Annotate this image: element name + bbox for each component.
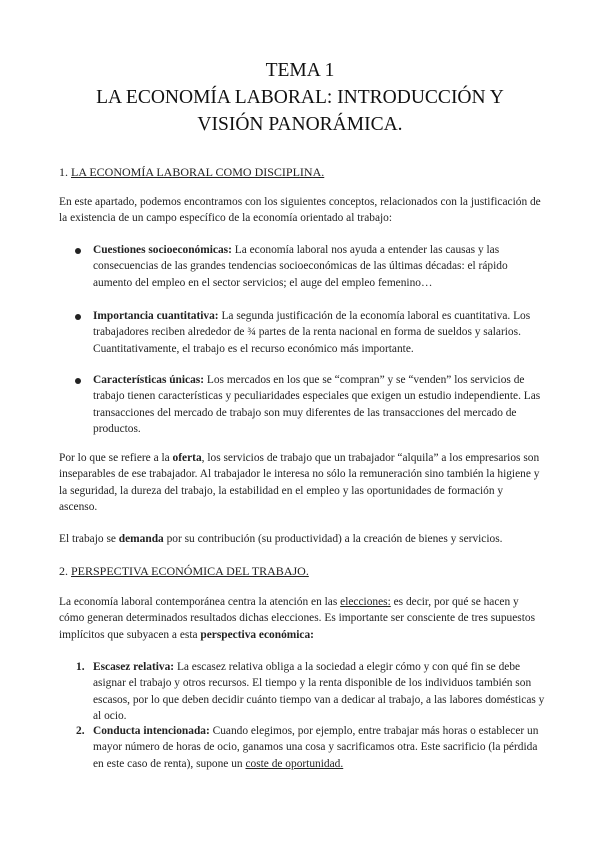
bullet-dot-icon: [75, 248, 81, 254]
bullet-text: Los mercados en los que se “compran” y se “venden” los servicios de trabajo tienen características y peculiaridades especiales que exigen un estudio independiente. Las transacciones del mercado de trabajo son muy diferentes de las transacciones del mercado de productos.: [93, 374, 541, 435]
bullet-term: Importancia cuantitativa:: [93, 310, 219, 322]
bullet-item-cuantitativa: [93, 308, 546, 357]
bullet-dot-icon: [75, 314, 81, 320]
bullet-item-socioeconomicas: [93, 242, 546, 291]
bullet-term: Características únicas:: [93, 374, 205, 386]
section-2-heading-text: PERSPECTIVA ECONÓMICA DEL TRABAJO.: [71, 564, 309, 578]
item-term: Escasez relativa:: [93, 661, 175, 673]
oferta-paragraph: [59, 450, 544, 515]
section-1-heading: [59, 165, 324, 180]
section-1-number: 1.: [59, 165, 71, 179]
demanda-paragraph: [59, 531, 544, 547]
title-line-3: VISIÓN PANORÁMICA.: [197, 114, 403, 135]
bullet-text: La segunda justificación de la economía laboral es cuantitativa. Los trabajadores reciben alrededor de ¾ partes de la renta nacional en forma de sueldos y salarios. Cuantitativamente, el trabajo es el recurso económico más importante.: [93, 310, 531, 355]
bullet-term: Cuestiones socioeconómicas:: [93, 244, 232, 256]
item-text: Cuando elegimos, por ejemplo, entre trabajar más horas o establecer un mayor número de horas de ocio, ganamos una cosa y sacrificamos otra. Este sacrificio (la pérdida en este caso de renta), supone un: [93, 725, 539, 770]
item-text: La escasez relativa obliga a la sociedad a elegir cómo y con qué fin se debe asignar el trabajo y otros recursos. El tiempo y la renta disponible de los individuos también son escasos, por lo que deben decidir cuánto tiempo van a dedicar al trabajo, a las labores domésticas y al ocio.: [93, 661, 545, 722]
item-number: 1.: [76, 661, 85, 673]
intro-underlined: elecciones:: [340, 596, 391, 608]
oferta-post: , los servicios de trabajo que un trabajador “alquila” a los empresarios son inseparables de ese trabajador. Al trabajador le interesa no sólo la remuneración sino también la higiene y la seguridad, la dureza del trabajo, la estabilidad en el empleo y las oportunidades de formación y ascenso.: [59, 452, 540, 513]
demanda-word: demanda: [118, 533, 164, 545]
bullet-text: La economía laboral nos ayuda a entender las causas y las consecuencias de las grandes tendencias socioeconómicas de las últimas décadas: el rápido aumento del empleo en el sector servicios; el auge del empleo femenino…: [93, 244, 508, 289]
intro-pre: La economía laboral contemporánea centra la atención en las: [59, 596, 341, 608]
item-text-underlined: coste de oportunidad.: [245, 757, 344, 770]
section-2-heading: [59, 564, 309, 579]
oferta-pre: Por lo que se refiere a la: [59, 452, 173, 464]
bullet-item-caracteristicas: [93, 372, 546, 437]
oferta-word: oferta: [172, 452, 202, 464]
numbered-item-escasez: [93, 659, 546, 724]
bullet-dot-icon: [75, 378, 81, 384]
demanda-pre: El trabajo se: [59, 533, 119, 545]
intro-mid: es decir, por qué se hacen y cómo generan determinados resultados dichas elecciones. Es importante ser consciente de tres supuestos implícitos que subyacen a esta: [59, 596, 536, 641]
section-1-heading-text: LA ECONOMÍA LABORAL COMO DISCIPLINA.: [71, 165, 325, 179]
demanda-post: por su contribución (su productividad) a la creación de bienes y servicios.: [163, 533, 503, 545]
title-line-1: TEMA 1: [265, 60, 335, 81]
item-number: 2.: [76, 725, 85, 737]
numbered-item-conducta: [93, 723, 546, 772]
intro-bold: perspectiva económica:: [200, 628, 314, 641]
item-term: Conducta intencionada:: [93, 725, 210, 737]
section-1-intro: En este apartado, podemos encontramos con los siguientes conceptos, relacionados con la justificación de la existencia de un campo específico de la economía orientado al trabajo:: [59, 196, 541, 225]
section-2-intro: [59, 594, 544, 643]
section-2-number: 2.: [59, 564, 71, 578]
title-line-2: LA ECONOMÍA LABORAL: INTRODUCCIÓN Y: [96, 87, 504, 108]
